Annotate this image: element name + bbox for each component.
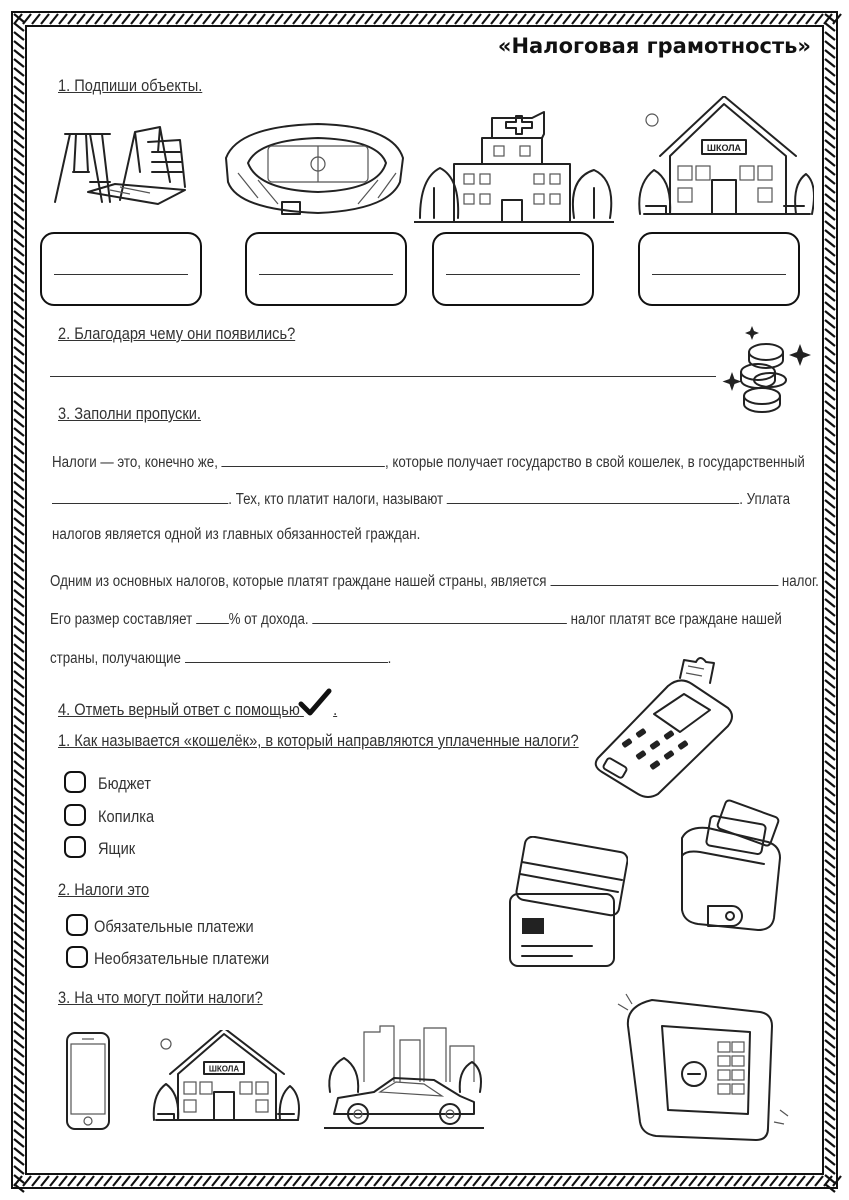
fill-blank[interactable]	[222, 452, 385, 467]
task3-p2-line3	[50, 648, 391, 668]
task2-heading: 2. Благодаря чему они появились?	[58, 324, 296, 343]
checkbox-piggy-bank[interactable]	[64, 804, 86, 826]
text-fragment: Его размер составляет	[50, 611, 193, 628]
text-fragment: налог.	[781, 573, 819, 590]
answer-box-1[interactable]	[40, 232, 202, 306]
task3-p1-line2	[52, 489, 790, 509]
page-title: «Налоговая грамотность»	[497, 34, 811, 58]
text-fragment: % от дохода.	[228, 611, 309, 628]
answer-box-4[interactable]	[638, 232, 800, 306]
checkmark-icon	[298, 688, 332, 718]
heading-text: 4. Отметь верный ответ с помощью	[58, 700, 300, 719]
bank-cards-icon	[504, 836, 628, 976]
school-sign: ШКОЛА	[208, 1064, 240, 1074]
option-optional: Необязательные платежи	[94, 949, 270, 968]
option-mandatory: Обязательные платежи	[94, 917, 254, 936]
smartphone-icon[interactable]	[64, 1030, 114, 1134]
school-building-icon[interactable]	[152, 1030, 302, 1128]
school-icon	[636, 96, 814, 228]
fill-blank[interactable]	[312, 609, 567, 624]
task3-p2-line2	[50, 609, 782, 629]
task3-p2-line1	[50, 571, 819, 591]
wallet-icon	[668, 798, 792, 938]
text-fragment: страны, получающие	[50, 650, 181, 667]
task1-heading: 1. Подпиши объекты.	[58, 76, 203, 95]
text-fragment: налог платят все граждане нашей	[570, 611, 782, 628]
text-fragment: .	[387, 650, 392, 667]
heading-end: .	[333, 700, 338, 719]
checkbox-budget[interactable]	[64, 771, 86, 793]
text-fragment: Налоги — это, конечно же,	[52, 454, 218, 471]
task4-heading	[58, 700, 337, 720]
fill-blank[interactable]	[185, 648, 388, 663]
task3-heading: 3. Заполни пропуски.	[58, 404, 201, 423]
fill-blank[interactable]	[52, 489, 228, 504]
option-budget: Бюджет	[98, 774, 151, 793]
checkbox-mandatory[interactable]	[66, 914, 88, 936]
task2-answer-line[interactable]	[50, 376, 716, 377]
checkbox-optional[interactable]	[66, 946, 88, 968]
question-1: 1. Как называется «кошелёк», в который направляются уплаченные налоги?	[58, 731, 579, 750]
hospital-icon	[414, 108, 614, 226]
car-icon[interactable]	[324, 1022, 484, 1134]
stadium-icon	[218, 118, 408, 218]
school-sign: ШКОЛА	[706, 143, 742, 153]
question-3: 3. На что могут пойти налоги?	[58, 988, 263, 1007]
task3-p1-line1	[52, 452, 805, 472]
text-fragment: . Уплата	[739, 491, 791, 508]
option-box: Ящик	[98, 839, 136, 858]
checkbox-box[interactable]	[64, 836, 86, 858]
fill-blank[interactable]	[550, 571, 778, 586]
fill-blank[interactable]	[447, 489, 739, 504]
task3-p1-line3: налогов является одной из главных обязанностей граждан.	[52, 526, 421, 543]
answer-box-3[interactable]	[432, 232, 594, 306]
text-fragment: Одним из основных налогов, которые платят граждане нашей страны, является	[50, 573, 547, 590]
question-2: 2. Налоги это	[58, 880, 150, 899]
fill-blank[interactable]	[196, 609, 229, 624]
answer-box-2[interactable]	[245, 232, 407, 306]
option-piggy-bank: Копилка	[98, 807, 155, 826]
pos-terminal-icon	[588, 648, 738, 798]
text-fragment: . Тех, кто платит налоги, называют	[228, 491, 444, 508]
playground-icon	[40, 112, 190, 212]
safe-icon	[612, 990, 792, 1150]
coins-icon	[722, 322, 812, 414]
text-fragment: , которые получает государство в свой кошелек, в государственный	[385, 454, 805, 471]
